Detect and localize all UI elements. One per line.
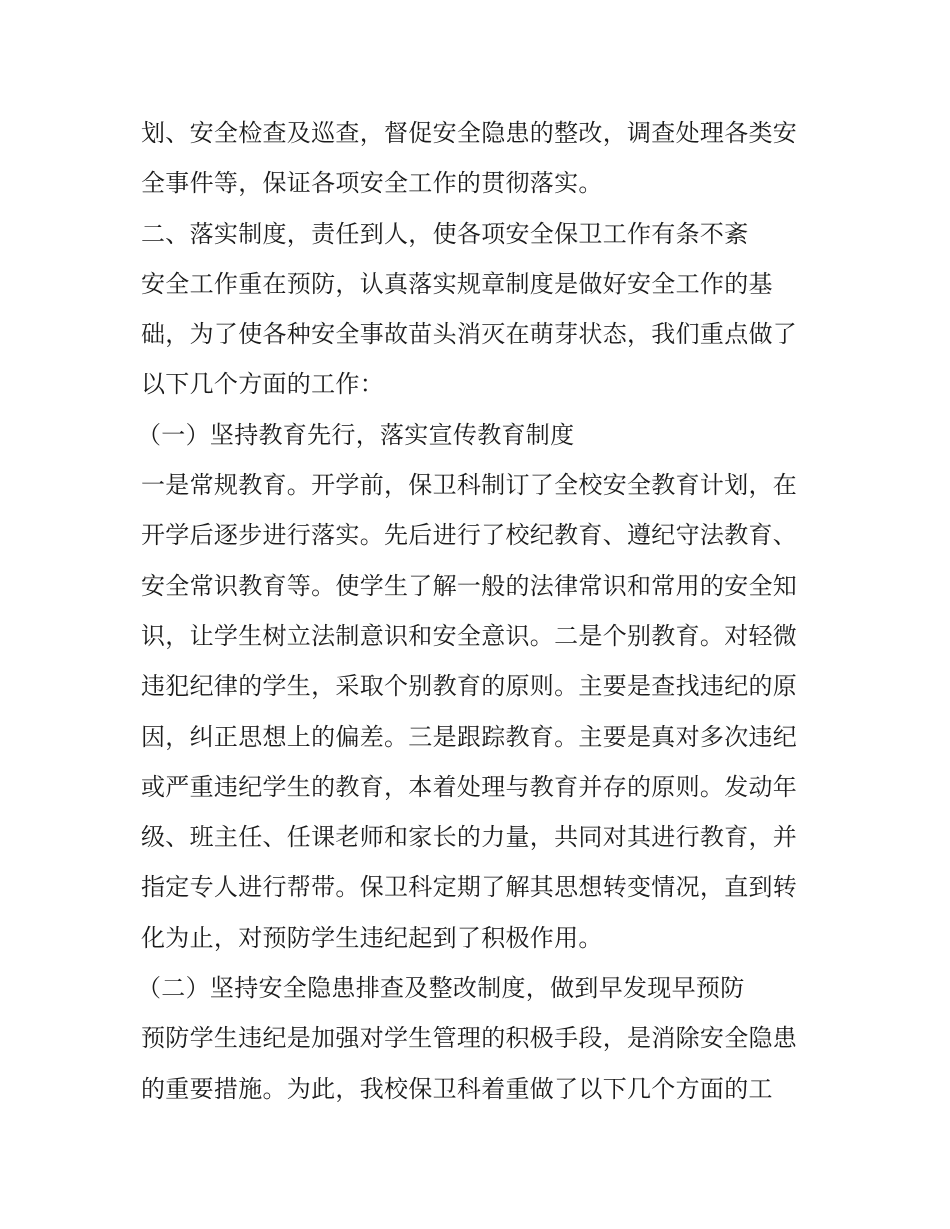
subsection-heading: （二）坚持安全隐患排查及整改制度，做到早发现早预防 — [137, 974, 745, 1003]
document-body — [137, 108, 831, 1114]
subsection-heading: （一）坚持教育先行，落实宣传教育制度 — [137, 420, 575, 449]
section-heading: 二、落实制度，责任到人，使各项安全保卫工作有条不紊 — [141, 219, 749, 248]
text-line: 安全常识教育等。使学生了解一般的法律常识和常用的安全知 — [141, 571, 798, 600]
text-line: 因，纠正思想上的偏差。三是跟踪教育。主要是真对多次违纪 — [141, 722, 798, 751]
text-line: 划、安全检查及巡查，督促安全隐患的整改，调查处理各类安 — [141, 119, 798, 147]
text-line: 开学后逐步进行落实。先后进行了校纪教育、遵纪守法教育、 — [141, 521, 798, 550]
text-line: 化为止，对预防学生违纪起到了积极作用。 — [141, 923, 603, 952]
text-line: 违犯纪律的学生，采取个别教育的原则。主要是查找违纪的原 — [141, 672, 798, 701]
text-line: 识，让学生树立法制意识和安全意识。二是个别教育。对轻微 — [141, 621, 798, 650]
text-line: 指定专人进行帮带。保卫科定期了解其思想转变情况，直到转 — [141, 873, 798, 902]
text-line: 的重要措施。为此，我校保卫科着重做了以下几个方面的工 — [141, 1074, 773, 1103]
text-line: 级、班主任、任课老师和家长的力量，共同对其进行教育，并 — [141, 823, 798, 852]
text-line: 预防学生违纪是加强对学生管理的积极手段，是消除安全隐患 — [141, 1024, 798, 1053]
text-line: 一是常规教育。开学前，保卫科制订了全校安全教育计划，在 — [141, 471, 798, 500]
text-line: 安全工作重在预防，认真落实规章制度是做好安全工作的基 — [141, 269, 773, 298]
text-line: 以下几个方面的工作： — [141, 370, 384, 399]
text-line: 础，为了使各种安全事故苗头消灭在萌芽状态，我们重点做了 — [141, 320, 798, 349]
text-line: 全事件等，保证各项安全工作的贯彻落实。 — [141, 169, 603, 198]
text-line: 或严重违纪学生的教育，本着处理与教育并存的原则。发动年 — [141, 772, 798, 801]
